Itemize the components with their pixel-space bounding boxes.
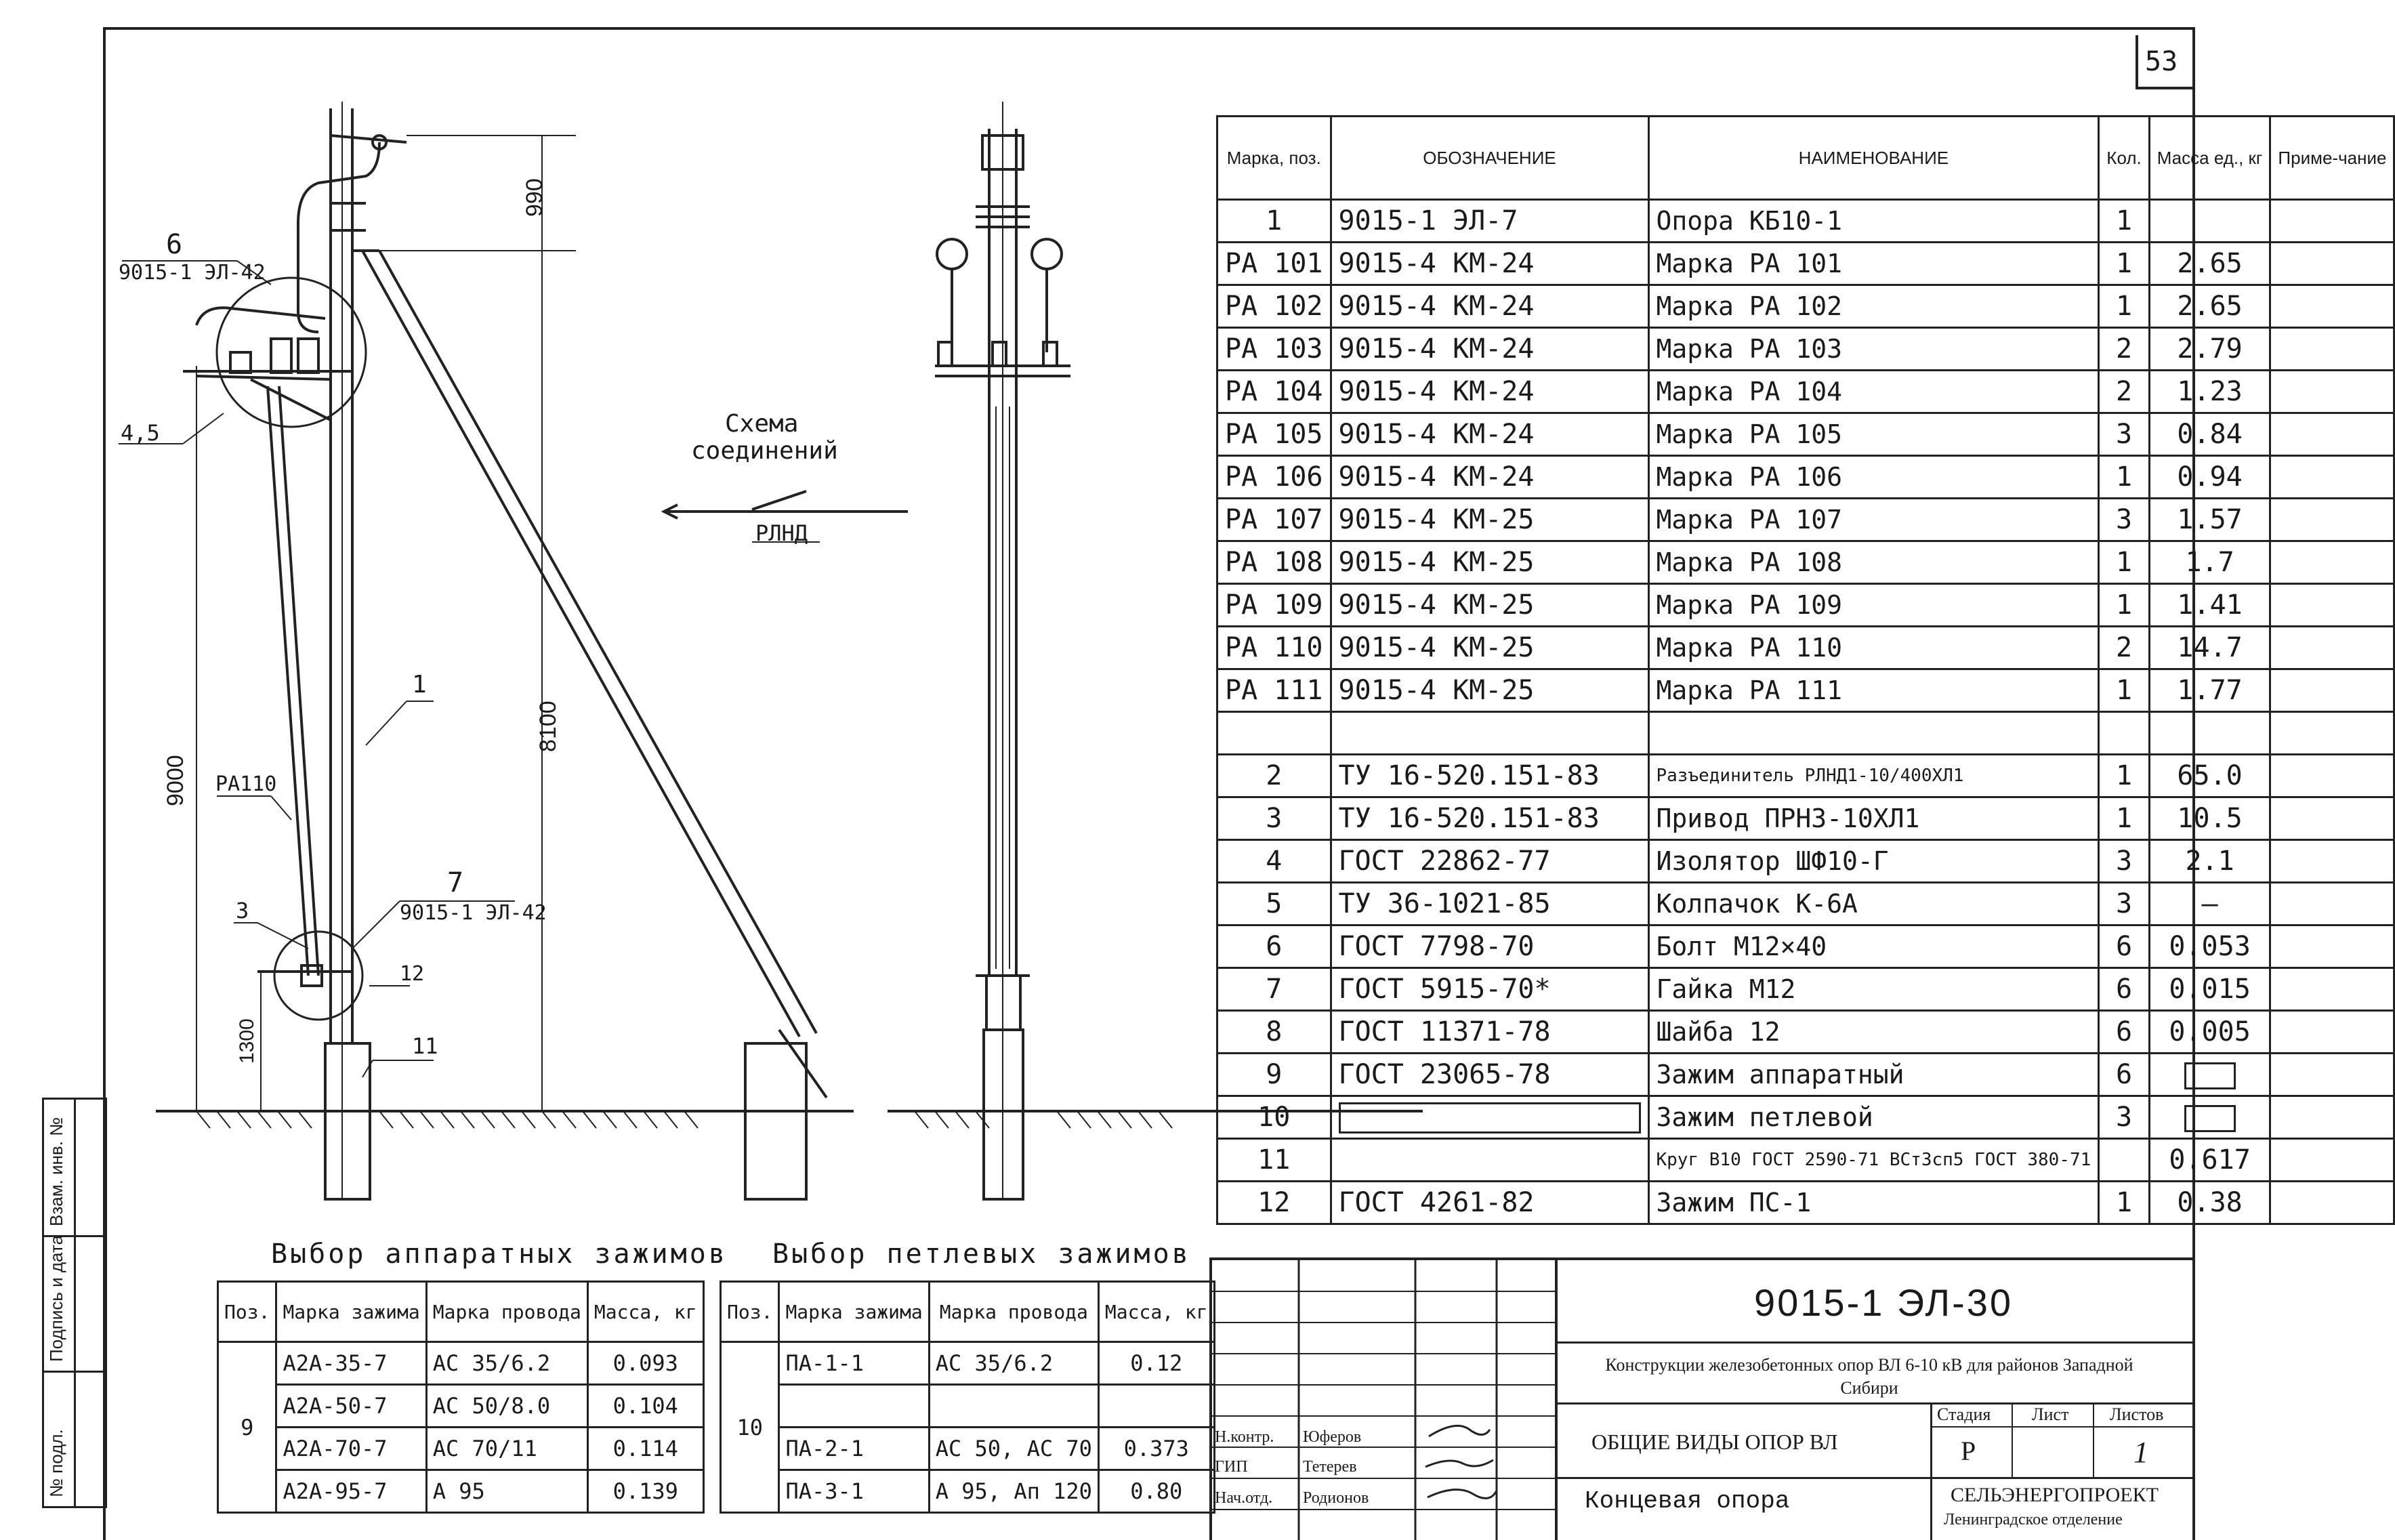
name-nachotd: Родионов [1303,1489,1369,1507]
role-nkontr: Н.контр. [1215,1428,1274,1446]
spec-cell-code: 9015-4 КМ-25 [1331,669,1648,712]
spec-row [1217,541,2394,584]
spec-cell-mass [2149,1054,2270,1096]
spec-cell-name: Марка РА 102 [1648,285,2099,328]
spec-cell-qty: 6 [2099,968,2149,1011]
callout-3: 3 [236,898,249,923]
spec-cell-qty: 1 [2099,285,2149,328]
clamp-cell-clamp: ПА-2-1 [779,1428,929,1470]
spec-row [1217,456,2394,499]
spec-row [1217,499,2394,541]
loop-header-mass: Масса, кг [1098,1282,1214,1342]
spec-row [1217,413,2394,456]
spec-cell-name: Шайба 12 [1648,1011,2099,1054]
spec-cell-qty: 3 [2099,883,2149,925]
spec-cell-pos: 6 [1217,925,1331,968]
switch-label: РЛНД [755,520,808,546]
spec-cell-code: ТУ 36-1021-85 [1331,883,1648,925]
spec-cell-pos: РА 102 [1217,285,1331,328]
spec-cell-qty: 2 [2099,627,2149,669]
spec-cell-name: Марка РА 111 [1648,669,2099,712]
spec-cell-pos: РА 106 [1217,456,1331,499]
spec-cell-note [2270,755,2394,797]
spec-cell-qty: 1 [2099,669,2149,712]
spec-cell-pos: РА 111 [1217,669,1331,712]
spec-row [1217,285,2394,328]
spec-cell-name: Марка РА 110 [1648,627,2099,669]
spec-cell-qty: 2 [2099,371,2149,413]
org-dept: Ленинградское отделение [1944,1511,2123,1528]
spec-cell-name: Разъединитель РЛНД1-10/400ХЛ1 [1648,755,2099,797]
spec-cell-mass: 0.38 [2149,1182,2270,1224]
side-strip-label-2: Подпись и дата [46,1234,66,1362]
spec-cell-code: ГОСТ 11371-78 [1331,1011,1648,1054]
sub-title: Концевая опора [1585,1487,1790,1515]
clamp-cell-wire: АС 35/6.2 [426,1342,587,1385]
spec-cell-code: 9015-4 КМ-24 [1331,371,1648,413]
title-block [1209,1257,2192,1540]
spec-cell-code: ГОСТ 5915-70* [1331,968,1648,1011]
app-header-pos: Поз. [218,1282,276,1342]
spec-cell-note [2270,669,2394,712]
clamp-row [721,1385,1215,1428]
spec-cell-code: 9015-4 КМ-24 [1331,285,1648,328]
role-nachotd: Нач.отд. [1215,1489,1273,1507]
project-title: Конструкции железобетонных опор ВЛ 6-10 кВ для районов Западной Сибири [1605,1355,2133,1398]
spec-cell-note [2270,541,2394,584]
spec-cell-pos: РА 107 [1217,499,1331,541]
spec-cell-mass: 1.23 [2149,371,2270,413]
spec-cell-pos: 7 [1217,968,1331,1011]
spec-header-name: НАИМЕНОВАНИЕ [1648,117,2099,200]
spec-cell-code: 9015-4 КМ-25 [1331,541,1648,584]
clamp-row [218,1428,704,1470]
callout-6: 6 [166,229,183,260]
spec-cell-note [2270,328,2394,371]
page-number: 53 [2145,46,2178,77]
spec-row [1217,328,2394,371]
spec-row [1217,584,2394,627]
spec-row [1217,243,2394,285]
spec-cell-mass: 14.7 [2149,627,2270,669]
spec-cell-mass: 0.617 [2149,1139,2270,1182]
spec-cell-note [2270,371,2394,413]
spec-cell-note [2270,925,2394,968]
clamp-cell-mass: 0.12 [1098,1342,1214,1385]
spec-cell-mass: 1.7 [2149,541,2270,584]
spec-cell-note [2270,1182,2394,1224]
spec-header-mass: Масса ед., кг [2149,117,2270,200]
callout-pa110: РА110 [215,772,277,796]
clamp-pos: 10 [721,1342,779,1513]
app-clamps-table [217,1281,705,1514]
schema-label-1: Схема [725,410,799,438]
clamp-cell-wire: А 95 [426,1470,587,1513]
clamp-row [218,1342,704,1385]
spec-cell-qty: 6 [2099,925,2149,968]
spec-cell-code: ТУ 16-520.151-83 [1331,797,1648,840]
spec-cell-mass: 1.57 [2149,499,2270,541]
clamp-cell-mass: 0.139 [587,1470,703,1513]
spec-cell-qty: 3 [2099,1096,2149,1139]
spec-cell-code: 9015-1 ЭЛ-7 [1331,200,1648,243]
spec-row [1217,968,2394,1011]
loop-header-pos: Поз. [721,1282,779,1342]
clamp-cell-mass: 0.373 [1098,1428,1214,1470]
spec-cell-mass [2149,712,2270,755]
spec-cell-name: Марка РА 101 [1648,243,2099,285]
loop-header-wire: Марка провода [929,1282,1098,1342]
spec-cell-qty: 3 [2099,840,2149,883]
spec-cell-code: 9015-4 КМ-24 [1331,243,1648,285]
spec-cell-pos: РА 110 [1217,627,1331,669]
loop-clamps-title: Выбор петлевых зажимов [772,1239,1191,1270]
spec-cell-mass: 0.94 [2149,456,2270,499]
spec-cell-note [2270,712,2394,755]
app-header-mass: Масса, кг [587,1282,703,1342]
loop-clamps-table [720,1281,1215,1514]
clamp-cell-mass: 0.80 [1098,1470,1214,1513]
spec-cell-mass: 2.1 [2149,840,2270,883]
clamp-cell-wire: АС 50/8.0 [426,1385,587,1428]
spec-cell-note [2270,499,2394,541]
spec-row [1217,669,2394,712]
app-clamps-body [218,1342,704,1513]
app-header-wire: Марка провода [426,1282,587,1342]
org-name: СЕЛЬЭНЕРГОПРОЕКТ [1951,1484,2159,1506]
spec-cell-code [1331,712,1648,755]
app-header-clamp: Марка зажима [276,1282,426,1342]
spec-cell-note [2270,413,2394,456]
spec-cell-note [2270,840,2394,883]
spec-cell-pos: РА 104 [1217,371,1331,413]
clamp-cell-clamp: А2А-35-7 [276,1342,426,1385]
spec-cell-note [2270,797,2394,840]
spec-cell-pos: РА 105 [1217,413,1331,456]
spec-cell-qty: 1 [2099,200,2149,243]
spec-cell-note [2270,285,2394,328]
spec-cell-pos: РА 109 [1217,584,1331,627]
spec-cell-pos: РА 103 [1217,328,1331,371]
callout-12: 12 [400,962,425,986]
spec-cell-code: ГОСТ 22862-77 [1331,840,1648,883]
clamp-pos: 9 [218,1342,276,1513]
spec-cell-qty: 6 [2099,1054,2149,1096]
spec-cell-name: Марка РА 109 [1648,584,2099,627]
clamp-cell-wire: АС 35/6.2 [929,1342,1098,1385]
spec-cell-qty [2099,712,2149,755]
spec-cell-code: 9015-4 КМ-25 [1331,627,1648,669]
spec-cell-pos [1217,712,1331,755]
spec-cell-mass [2149,1096,2270,1139]
clamp-cell-wire: АС 50, АС 70 [929,1428,1098,1470]
spec-cell-code: ТУ 16-520.151-83 [1331,755,1648,797]
spec-cell-code: ГОСТ 7798-70 [1331,925,1648,968]
spec-row [1217,712,2394,755]
spec-cell-qty: 1 [2099,584,2149,627]
specification-table [1216,115,2395,1225]
sheets-value: 1 [2133,1436,2148,1469]
spec-cell-note [2270,883,2394,925]
spec-cell-name [1648,712,2099,755]
spec-cell-note [2270,968,2394,1011]
spec-row [1217,883,2394,925]
spec-cell-pos: 11 [1217,1139,1331,1182]
blank-box [2184,1105,2236,1132]
role-gip: ГИП [1215,1458,1248,1476]
sheet-title: ОБЩИЕ ВИДЫ ОПОР ВЛ [1591,1430,1838,1454]
spec-cell-mass: 0.015 [2149,968,2270,1011]
spec-cell-code: ГОСТ 4261-82 [1331,1182,1648,1224]
spec-cell-name: Марка РА 106 [1648,456,2099,499]
spec-cell-pos: 2 [1217,755,1331,797]
app-clamps-title: Выбор аппаратных зажимов [271,1239,728,1270]
callout-1: 1 [412,671,427,699]
spec-cell-note [2270,1096,2394,1139]
spec-cell-qty: 1 [2099,1182,2149,1224]
dimension-990: 990 [522,178,547,217]
spec-cell-mass: 0.84 [2149,413,2270,456]
spec-row [1217,797,2394,840]
stage-label: Стадия [1937,1404,1991,1424]
spec-row [1217,1096,2394,1139]
spec-cell-pos: 10 [1217,1096,1331,1139]
spec-cell-qty: 1 [2099,243,2149,285]
side-strip-label-1: Взам. инв. № [46,1117,66,1226]
spec-cell-qty: 1 [2099,541,2149,584]
spec-cell-code: 9015-4 КМ-25 [1331,584,1648,627]
sheet-label: Лист [2032,1404,2069,1424]
spec-header-code: ОБОЗНАЧЕНИЕ [1331,117,1648,200]
spec-cell-pos: 5 [1217,883,1331,925]
dimension-1300: 1300 [236,1018,258,1064]
clamp-cell-mass: 0.114 [587,1428,703,1470]
spec-cell-code [1331,1139,1648,1182]
spec-cell-name: Зажим петлевой [1648,1096,2099,1139]
clamp-cell-mass: 0.093 [587,1342,703,1385]
clamp-row [721,1342,1215,1385]
callout-4-5: 4,5 [121,420,160,446]
spec-cell-name: Зажим аппаратный [1648,1054,2099,1096]
spec-body [1217,200,2394,1224]
callout-11: 11 [412,1033,438,1059]
spec-cell-pos: 9 [1217,1054,1331,1096]
spec-cell-name: Привод ПРНЗ-10ХЛ1 [1648,797,2099,840]
name-gip: Тетерев [1303,1458,1357,1476]
spec-header-pos: Марка, поз. [1217,117,1331,200]
spec-row [1217,1011,2394,1054]
spec-cell-mass: 10.5 [2149,797,2270,840]
spec-cell-note [2270,456,2394,499]
spec-cell-note [2270,1139,2394,1182]
clamp-cell-wire: А 95, Ап 120 [929,1470,1098,1513]
spec-cell-pos: 1 [1217,200,1331,243]
spec-cell-qty: 6 [2099,1011,2149,1054]
side-strip-label-3: № подл. [46,1429,66,1497]
spec-cell-qty: 1 [2099,797,2149,840]
spec-cell-note [2270,1011,2394,1054]
spec-cell-mass: 1.41 [2149,584,2270,627]
clamp-row [218,1470,704,1513]
spec-cell-pos: 12 [1217,1182,1331,1224]
clamp-row [721,1428,1215,1470]
spec-cell-note [2270,584,2394,627]
spec-cell-note [2270,243,2394,285]
spec-cell-qty: 1 [2099,755,2149,797]
spec-row [1217,371,2394,413]
spec-cell-code: 9015-4 КМ-25 [1331,499,1648,541]
spec-cell-pos: 3 [1217,797,1331,840]
spec-cell-qty: 3 [2099,499,2149,541]
sheets-label: Листов [2110,1404,2164,1424]
spec-header-note: Приме-чание [2270,117,2394,200]
spec-cell-mass: 0.005 [2149,1011,2270,1054]
spec-cell-mass [2149,200,2270,243]
spec-cell-mass: 2.65 [2149,243,2270,285]
clamp-row [218,1385,704,1428]
spec-cell-note [2270,1054,2394,1096]
clamp-cell-clamp: ПА-1-1 [779,1342,929,1385]
spec-cell-code: 9015-4 КМ-24 [1331,413,1648,456]
stage-value: Р [1961,1436,1976,1466]
spec-cell-name: Колпачок К-6А [1648,883,2099,925]
loop-header-clamp: Марка зажима [779,1282,929,1342]
spec-cell-name: Зажим ПС-1 [1648,1182,2099,1224]
spec-cell-code: 9015-4 КМ-24 [1331,456,1648,499]
spec-cell-name: Марка РА 104 [1648,371,2099,413]
spec-cell-pos: РА 108 [1217,541,1331,584]
spec-cell-name: Марка РА 103 [1648,328,2099,371]
spec-row [1217,840,2394,883]
clamp-row [721,1470,1215,1513]
spec-cell-name: Опора КБ10-1 [1648,200,2099,243]
clamp-cell-mass: 0.104 [587,1385,703,1428]
spec-cell-name: Круг В10 ГОСТ 2590-71 ВСт3сп5 ГОСТ 380-71 [1648,1139,2099,1182]
callout-6-ref: 9015-1 ЭЛ-42 [119,261,266,285]
spec-cell-mass: 2.65 [2149,285,2270,328]
spec-cell-code [1331,1096,1648,1139]
spec-cell-name: Марка РА 108 [1648,541,2099,584]
clamp-cell-wire [929,1385,1098,1428]
spec-row [1217,925,2394,968]
clamp-cell-mass [1098,1385,1214,1428]
spec-cell-name: Болт М12×40 [1648,925,2099,968]
spec-cell-qty: 2 [2099,328,2149,371]
blank-box [2184,1062,2236,1089]
spec-header-qty: Кол. [2099,117,2149,200]
clamp-cell-wire: АС 70/11 [426,1428,587,1470]
clamp-cell-clamp: А2А-50-7 [276,1385,426,1428]
spec-cell-pos: 4 [1217,840,1331,883]
spec-cell-code: ГОСТ 23065-78 [1331,1054,1648,1096]
clamp-cell-clamp [779,1385,929,1428]
clamp-cell-clamp: А2А-95-7 [276,1470,426,1513]
spec-cell-note [2270,627,2394,669]
spec-row [1217,1139,2394,1182]
spec-cell-name: Изолятор ШФ10-Г [1648,840,2099,883]
dimension-9000: 9000 [163,755,188,806]
spec-header-row [1217,117,2394,200]
spec-cell-mass: – [2149,883,2270,925]
spec-row [1217,627,2394,669]
callout-7: 7 [447,867,464,898]
schema-label-2: соединений [691,437,838,465]
spec-row [1217,755,2394,797]
spec-cell-qty: 1 [2099,456,2149,499]
spec-cell-name: Марка РА 107 [1648,499,2099,541]
dimension-8100: 8100 [535,701,561,752]
clamp-cell-clamp: А2А-70-7 [276,1428,426,1470]
spec-row [1217,1182,2394,1224]
spec-row [1217,200,2394,243]
name-nkontr: Юферов [1303,1428,1362,1446]
clamp-cell-clamp: ПА-3-1 [779,1470,929,1513]
spec-cell-qty: 3 [2099,413,2149,456]
spec-cell-qty [2099,1139,2149,1182]
spec-cell-mass: 2.79 [2149,328,2270,371]
spec-cell-pos: РА 101 [1217,243,1331,285]
doc-code: 9015-1 ЭЛ-30 [1754,1281,2014,1324]
spec-row [1217,1054,2394,1096]
spec-cell-note [2270,200,2394,243]
loop-clamps-body [721,1342,1215,1513]
spec-cell-name: Гайка М12 [1648,968,2099,1011]
spec-cell-pos: 8 [1217,1011,1331,1054]
blank-box [1339,1102,1641,1133]
spec-cell-code: 9015-4 КМ-24 [1331,328,1648,371]
callout-7-ref: 9015-1 ЭЛ-42 [400,901,547,925]
spec-cell-mass: 0.053 [2149,925,2270,968]
spec-cell-mass: 1.77 [2149,669,2270,712]
spec-cell-mass: 65.0 [2149,755,2270,797]
spec-cell-name: Марка РА 105 [1648,413,2099,456]
